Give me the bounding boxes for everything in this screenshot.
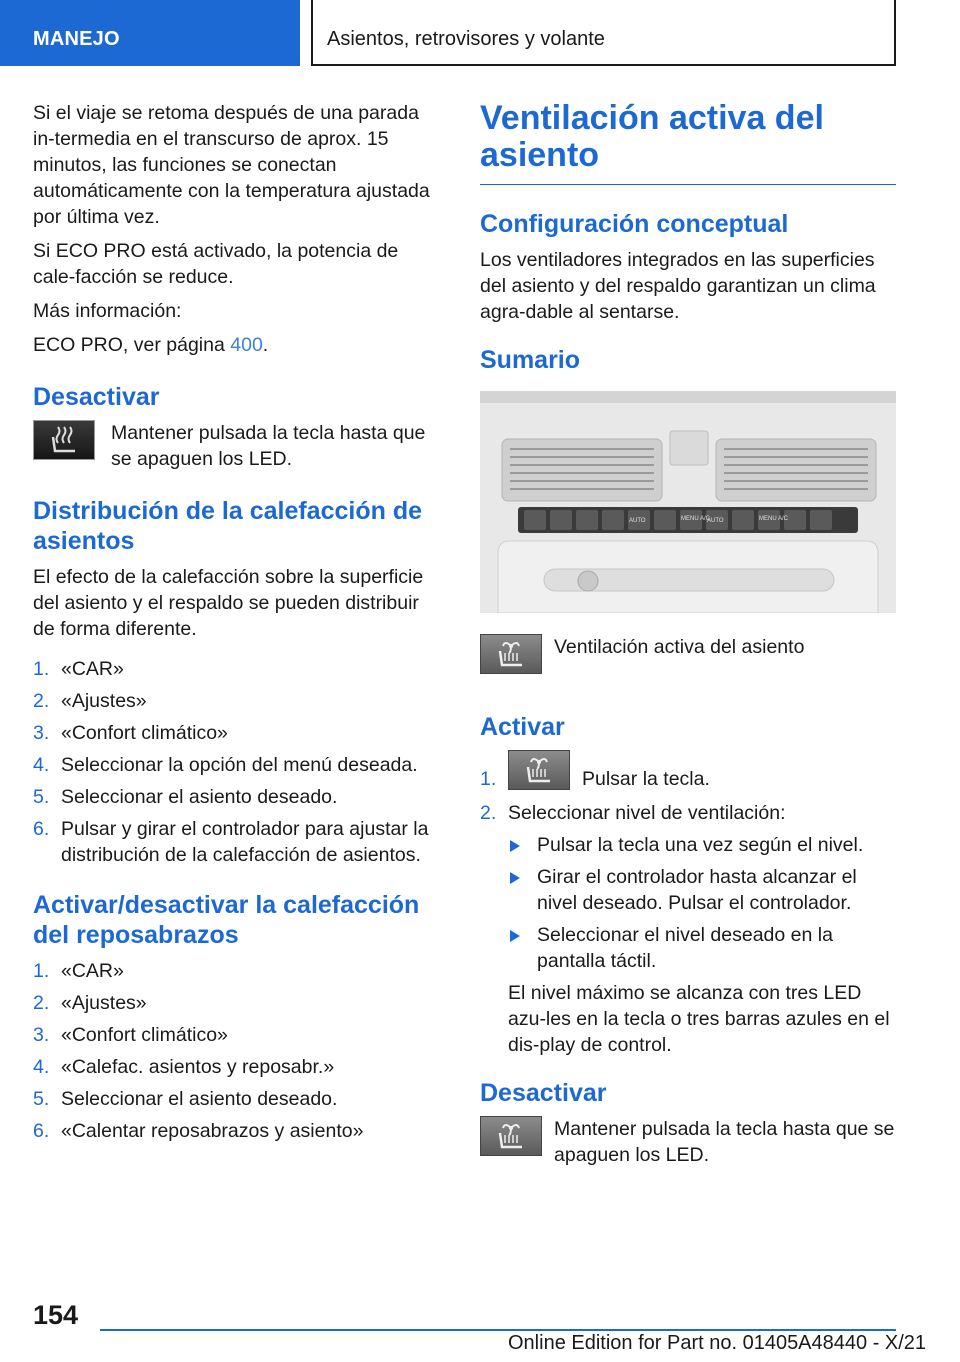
distribucion-steps	[33, 656, 445, 868]
step-text: «Ajustes»	[61, 992, 147, 1014]
step-number: 4.	[33, 754, 50, 776]
sumario-heading: Sumario	[480, 346, 581, 374]
step-text: «Ajustes»	[61, 690, 147, 712]
step-number: 6.	[33, 1120, 50, 1142]
list-item	[508, 922, 896, 974]
reposabrazos-heading: Activar/desactivar la calefacción del reposabrazos	[33, 891, 420, 949]
bullet-text: Seleccionar el nivel deseado en la pantalla táctil.	[537, 924, 833, 972]
intro-paragraph-2: Si ECO PRO está activado, la potencia de cale-facción se reduce.	[33, 240, 399, 288]
bullet-text: Girar el controlador hasta alcanzar el nivel deseado. Pulsar el controlador.	[537, 866, 857, 914]
page-number: 154	[33, 1300, 79, 1330]
footer-divider	[100, 1329, 896, 1331]
eco-pro-ref-suffix: .	[262, 334, 269, 356]
right-column	[480, 100, 896, 1182]
activar-note: El nivel máximo se alcanza con tres LED azu-les en la tecla o tres barras azules en el dis-play de control.	[508, 982, 890, 1056]
list-item	[33, 1118, 445, 1144]
list-item	[33, 1054, 445, 1080]
step-text: Pulsar la tecla.	[582, 768, 710, 790]
list-item	[33, 990, 445, 1016]
activar-heading: Activar	[480, 713, 565, 741]
list-item	[33, 784, 445, 810]
desactivar-icon-row-left	[33, 420, 445, 486]
step-text: Seleccionar nivel de ventilación:	[508, 802, 786, 824]
seat-ventilation-button-icon	[480, 634, 542, 674]
desactivar-icon-row-right	[480, 1116, 896, 1182]
bullet-text: Pulsar la tecla una vez según el nivel.	[537, 834, 864, 856]
list-item	[33, 720, 445, 746]
step-number: 3.	[33, 1024, 50, 1046]
step-number: 2.	[480, 802, 497, 824]
list-item	[33, 656, 445, 682]
desactivar-text-right: Mantener pulsada la tecla hasta que se apaguen los LED.	[554, 1118, 895, 1166]
step-text: Seleccionar el asiento deseado.	[61, 786, 338, 808]
left-column	[33, 100, 445, 1150]
step-text: «Confort climático»	[61, 722, 228, 744]
step-number: 6.	[33, 818, 50, 840]
distribucion-text: El efecto de la calefacción sobre la superficie del asiento y el respaldo se pueden distribuir de forma diferente.	[33, 566, 424, 640]
ventilacion-main-title: Ventilación activa del asiento	[480, 99, 824, 174]
distribucion-heading: Distribución de la calefacción de asientos	[33, 497, 423, 555]
activar-step-1	[480, 750, 896, 796]
step-number: 5.	[33, 1088, 50, 1110]
step-text: Seleccionar el asiento deseado.	[61, 1088, 338, 1110]
step-text: Pulsar y girar el controlador para ajustar la distribución de la calefacción de asientos.	[61, 818, 429, 866]
eco-pro-ref-text: ECO PRO, ver página	[33, 334, 231, 356]
header-section-tab	[0, 0, 300, 66]
intro-paragraph-1: Si el viaje se retoma después de una parada in-termedia en el transcurso de aprox. 15 minutos, las funciones se conectan automáticamente con la temperatura ajustada por última vez.	[33, 102, 430, 228]
seat-heating-button-icon	[33, 420, 95, 460]
photo-label-menu-left: MENU A/C	[681, 516, 711, 522]
intro-paragraph-3: Más información:	[33, 300, 182, 322]
caption-icon-row	[480, 634, 896, 702]
icon-caption: Ventilación activa del asiento	[554, 636, 805, 658]
step-number: 3.	[33, 722, 50, 744]
step-text: «CAR»	[61, 658, 124, 680]
list-item	[33, 752, 445, 778]
header-chapter-label: Asientos, retrovisores y volante	[327, 28, 605, 50]
list-item	[33, 816, 445, 868]
header-section-label: MANEJO	[33, 28, 120, 50]
list-item	[33, 958, 445, 984]
page-link-400[interactable]: 400	[230, 334, 263, 356]
step-text: Seleccionar la opción del menú deseada.	[61, 754, 418, 776]
step-number: 4.	[33, 1056, 50, 1078]
intro-paragraph-4	[33, 332, 445, 358]
step-text: «Calentar reposabrazos y asiento»	[61, 1120, 364, 1142]
step-number: 2.	[33, 992, 50, 1014]
step-number: 1.	[480, 768, 497, 790]
step-text: «CAR»	[61, 960, 124, 982]
photo-label-auto-left: AUTO	[629, 518, 646, 524]
step-number: 5.	[33, 786, 50, 808]
reposabrazos-steps	[33, 958, 445, 1144]
photo-label-menu-right: MENU A/C	[759, 516, 789, 522]
configuracion-text: Los ventiladores integrados en las superficies del asiento y del respaldo garantizan un clima agra-dable al sentarse.	[480, 249, 876, 323]
list-item	[480, 800, 896, 1058]
seat-ventilation-button-icon	[508, 750, 570, 790]
title-divider	[480, 184, 896, 185]
step-text: «Calefac. asientos y reposabr.»	[61, 1056, 335, 1078]
list-item	[33, 688, 445, 714]
triangle-bullet-icon	[510, 872, 520, 884]
desactivar-text-left: Mantener pulsada la tecla hasta que se apaguen los LED.	[111, 422, 426, 470]
triangle-bullet-icon	[510, 840, 520, 852]
desactivar-heading-right: Desactivar	[480, 1079, 607, 1107]
desactivar-heading-left: Desactivar	[33, 383, 160, 411]
list-item	[508, 864, 896, 916]
triangle-bullet-icon	[510, 930, 520, 942]
step-number: 2.	[33, 690, 50, 712]
header-chapter-box	[311, 0, 896, 66]
footer-edition: Online Edition for Part no. 01405A48440 - X/21	[508, 1332, 927, 1354]
climate-panel-photo	[480, 391, 896, 613]
list-item	[508, 832, 896, 858]
seat-ventilation-button-icon	[480, 1116, 542, 1156]
activar-bullets	[508, 832, 896, 974]
photo-label-auto-right: AUTO	[707, 518, 724, 524]
list-item	[33, 1022, 445, 1048]
step-number: 1.	[33, 658, 50, 680]
configuracion-heading: Configuración conceptual	[480, 210, 789, 238]
list-item	[33, 1086, 445, 1112]
activar-steps	[480, 800, 896, 1058]
step-number: 1.	[33, 960, 50, 982]
step-text: «Confort climático»	[61, 1024, 228, 1046]
